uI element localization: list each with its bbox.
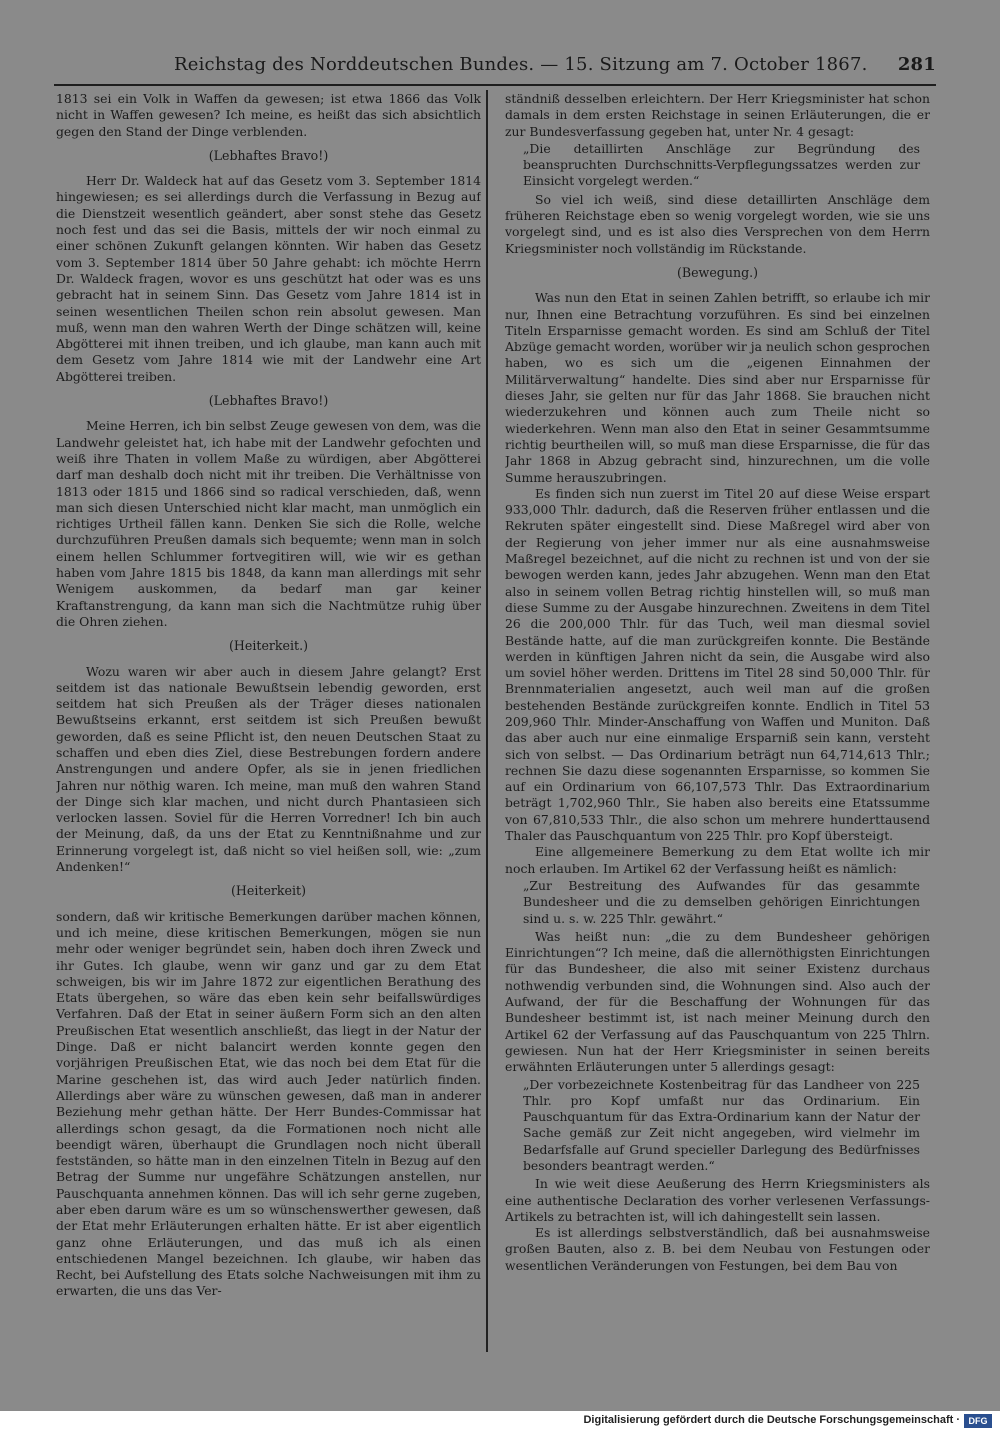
quotation: „Der vorbezeichnete Kostenbeitrag für das Landheer von 225 Thlr. pro Kopf umfaßt nur das Ordinarium. Ein Pauschquantum für das Extra-Ordinarium kann der Natur der Sache gemäß zur Zeit nicht angegeben, wird vielmehr im Bedarfsfalle auf Grund specieller Darlegung des Bedürfnisses besonders beantragt werden.“ (523, 1076, 920, 1173)
column-divider (486, 90, 488, 1352)
interjection: (Lebhaftes Bravo!) (208, 393, 329, 409)
interjection: (Heiterkeit.) (229, 638, 308, 654)
paragraph: ständniß desselben erleichtern. Der Herr Kriegsminister hat schon damals in dem ersten Reichstage in seinen Erläuterungen, die er zur Bundesverfassung gegeben hat, unter Nr. 4 gesagt: (505, 91, 930, 139)
page-number: 281 (897, 54, 936, 75)
running-header (56, 54, 936, 84)
quotation: „Die detaillirten Anschläge zur Begründung des beanspruchten Durchschnitts-Verpflegungssatzes werden zur Einsicht vorgelegt werden.“ (523, 140, 920, 189)
header-title: Reichstag des Norddeutschen Bundes. — 15. Sitzung am 7. October 1867. (174, 54, 868, 75)
paragraph: 1813 sei ein Volk in Waffen da gewesen; ist etwa 1866 das Volk nicht in Waffen gewesen? Ich meine, es heißt das sich absichtlich gegen den Stand der Dinge verblenden. (56, 91, 481, 139)
right-column (505, 91, 930, 1356)
header-rule (54, 84, 936, 86)
interjection: (Heiterkeit) (231, 883, 306, 899)
paragraph: In wie weit diese Aeußerung des Herrn Kriegsministers als eine authentische Declaration des vorher verlesenen Verfassungs-Artikels zu betrachten ist, will ich dahingestellt sein lassen. (505, 1176, 930, 1224)
paragraph: Wozu waren wir aber auch in diesem Jahre gelangt? Erst seitdem ist das nationale Bewußtsein lebendig geworden, erst seitdem hat sich Preußen als der Träger dieses nationalen Bewußtseins erkannt, erst seitdem ist sich Preußen bewußt geworden, daß es seine Pflicht ist, den neuen Deutschen Staat zu schaffen und eben dies Ziel, diese Bestrebungen fordern andere Anstrengungen und andere Opfer, als sie in jenen friedlichen Jahren nur nöthig waren. Ich meine, man muß den wahren Stand der Dinge sich klar machen, und nicht durch Phantasieen sich verlocken lassen. Soviel für die Herren Vorredner! Ich bin auch der Meinung, daß, da uns der Etat zu Kenntnißnahme und zur Erinnerung vorgelegt ist, daß nicht so viel heißen soll, wie: „zum Andenken!“ (56, 663, 481, 875)
paragraph: Was heißt nun: „die zu dem Bundesheer gehörigen Einrichtungen“? Ich meine, daß die allernöthigsten Einrichtungen für das Bundesheer, die also mit seiner Existenz durchaus nothwendig verbunden sind, die Wohnungen sind. Also auch der Aufwand, der für die Beschaffung der Wohnungen für das Bundesheer bestimmt ist, ist nach meiner Meinung durch den Artikel 62 der Verfassung auf das Pauschquantum von 225 Thlrn. gewiesen. Nun hat der Herr Kriegsminister in seinen bereits erwähnten Erläuterungen unter 5 allerdings gesagt: (505, 928, 930, 1075)
left-column (56, 91, 481, 1356)
paragraph: Herr Dr. Waldeck hat auf das Gesetz vom 3. September 1814 hingewiesen; es sei allerdings durch die Verfassung in Bezug auf die Dienstzeit wesentlich geändert, aber sonst stehe das Gesetz noch fest und das sei die Basis, mittels der wir noch einmal zu einer schönen Zukunft gelangen könnten. Wir haben das Gesetz vom 3. September 1814 über 50 Jahre gehabt: ich möchte Herrn Dr. Waldeck fragen, wovor es uns geschützt hat oder was es uns gebracht hat in seinem Sinn. Das Gesetz vom Jahre 1814 ist in seinen wesentlichen Theilen schon rein absolut gewesen. Man muß, wenn man den wahren Werth der Dinge schätzen will, keine Abgötterei mit ihnen treiben, und ich glaube, man kann auch mit dem Gesetz vom Jahre 1814 wie mit der Landwehr eine Art Abgötterei treiben. (56, 173, 481, 384)
interjection: (Lebhaftes Bravo!) (208, 147, 329, 163)
paragraph: Eine allgemeinere Bemerkung zu dem Etat wollte ich mir noch erlauben. Im Artikel 62 der Verfassung heißt es nämlich: (505, 844, 930, 876)
paragraph: sondern, daß wir kritische Bemerkungen darüber machen können, und ich meine, diese kritischen Bemerkungen, mögen sie nun mehr oder weniger begründet sein, haben doch ihren Zweck und ihr Gutes. Ich glaube, wenn wir ganz und gar zu dem Etat schweigen, bis wir im Jahre 1872 zur eigentlichen Berathung des Etats übergehen, so wäre das eben kein sehr beifallswürdiges Verfahren. Daß der Etat in seiner äußern Form sich an den alten Preußischen Etat wesentlich anschließt, das liegt in der Natur der Dinge. Daß er nicht balancirt werden konnte gegen den vorjährigen Preußischen Etat, wie das noch bei dem Etat für die Marine geschehen ist, das wird auch Jeder natürlich finden. Allerdings aber wäre zu wünschen gewesen, daß man in anderer Beziehung mehr gethan hätte. Der Herr Bundes-Commissar hat allerdings schon gesagt, da die Formationen noch nicht alle beendigt wären, überhaupt die Grundlagen noch nicht überall festständen, so hätte man in den einzelnen Titeln in Bezug auf den Betrag der Summe nur ungefähre Schätzungen anstellen, nur Pauschquanta annehmen können. Das will ich sehr gerne zugeben, aber eben darum wäre es um so wünschenswerther gewesen, daß der Etat mehr Erläuterungen erhalten hätte. Er ist aber eigentlich ganz ohne Erläuterungen, und das muß ich als einen entschiedenen Mangel bezeichnen. Ich glaube, wir haben das Recht, bei Aufstellung des Etats solche Nachweisungen mit ihm zu erwarten, die uns das Ver- (56, 908, 481, 1299)
paragraph: Was nun den Etat in seinen Zahlen betrifft, so erlaube ich mir nur, Ihnen eine Betrachtung vorzuführen. Es sind bei einzelnen Titeln Ersparnisse gemacht worden. Es sind am Schluß der Titel Abzüge gemacht worden, worüber wir ja neulich schon gesprochen haben, wo es sich um die „eigenen Einnahmen der Militärverwaltung“ handelte. Dies sind aber nur Ersparnisse für dieses Jahr, sie gelten nur für das Jahr 1868. Sie brauchen nicht wiederzukehren und können auch zum Theile nicht so wiederkehren. Wenn man also den Etat in seiner Gesammtsumme richtig beurtheilen will, so muß man diese Ersparnisse, die für das Jahr 1868 in Abzug gebracht sind, hinzurechnen, um die volle Summe herauszubringen. (505, 290, 930, 485)
paragraph: Es finden sich nun zuerst im Titel 20 auf diese Weise erspart 933,000 Thlr. dadurch, daß die Reserven früher entlassen und die Rekruten später eingestellt sind. Diese Maßregel wird aber von der Regierung von jeher immer nur als eine ausnahmsweise Maßregel bezeichnet, auf die nicht zu rechnen ist und von der sie bewogen werden kann, jedes Jahr abzugehen. Wenn man den Etat also in seinem vollen Betrag richtig hinstellen will, so muß man diese Summe zu der Ausgabe hinzurechnen. Zweitens in dem Titel 26 die 200,000 Thlr. für das Tuch, weil man diesmal soviel Bestände hatte, auf die man zurückgreifen konnte. Die Bestände werden in künftigen Jahren nicht da sein, die Ausgabe wird also um soviel höher werden. Drittens im Titel 28 sind 50,000 Thlr. für Brennmaterialien angesetzt, auch weil man auf die großen bestehenden Bestände zurückgreifen konnte. Endlich in Titel 53 209,960 Thlr. Minder-Anschaffung von Waffen und Muniton. Daß das aber auch nur eine einmalige Ersparniß sein kann, versteht sich von selbst. — Das Ordinarium beträgt nun 64,714,613 Thlr.; rechnen Sie dazu diese sogenannten Ersparnisse, so kommen Sie auf ein Ordinarium von 66,107,573 Thlr. Das Extraordinarium beträgt 1,702,960 Thlr., Sie haben also bereits eine Etatssumme von 67,810,533 Thlr., die also schon um mehrere hunderttausend Thaler das Pauschquantum von 225 Thlr. pro Kopf übersteigt. (505, 485, 930, 844)
funding-note: Digitalisierung gefördert durch die Deutsche Forschungsgemeinschaft · (583, 1414, 960, 1426)
footer-bar (0, 1411, 1000, 1432)
paragraph: Es ist allerdings selbstverständlich, daß bei ausnahmsweise großen Bauten, also z. B. bei dem Neubau von Festungen oder wesentlichen Veränderungen von Festungen, bei dem Bau von (505, 1225, 930, 1273)
paragraph: So viel ich weiß, sind diese detaillirten Anschläge dem früheren Reichstage eben so wenig vorgelegt worden, wie sie uns vorgelegt sind, und es ist also dies Versprechen von dem Herrn Kriegsminister noch vollständig im Rückstande. (505, 191, 930, 256)
interjection: (Bewegung.) (676, 264, 759, 280)
quotation: „Zur Bestreitung des Aufwandes für das gesammte Bundesheer und die zu demselben gehörigen Einrichtungen sind u. s. w. 225 Thlr. gewährt.“ (523, 877, 920, 926)
dfg-logo: DFG (964, 1414, 992, 1428)
paragraph: Meine Herren, ich bin selbst Zeuge gewesen von dem, was die Landwehr geleistet hat, ich habe mit der Landwehr gefochten und weiß ihre Thaten in vollem Maße zu würdigen, aber Abgötterei darf man deshalb doch nicht mit ihr treiben. Die Verhältnisse von 1813 oder 1815 und 1866 sind so radical verschieden, daß, wenn man sich diesen Unterschied nicht klar macht, man unmöglich ein richtiges Urtheil fällen kann. Denken Sie sich die Rolle, welche durchzuführen Preußen damals sich bequemte; wenn man in solch einem hellen Schlummer fortvegitiren will, wie wir es gethan haben vom Jahre 1815 bis 1848, da kann man allerdings mit sehr Wenigem auskommen, da bedarf man gar keiner Kraftanstrengung, da kann man sich die Nachtmütze ruhig über die Ohren ziehen. (56, 418, 481, 629)
